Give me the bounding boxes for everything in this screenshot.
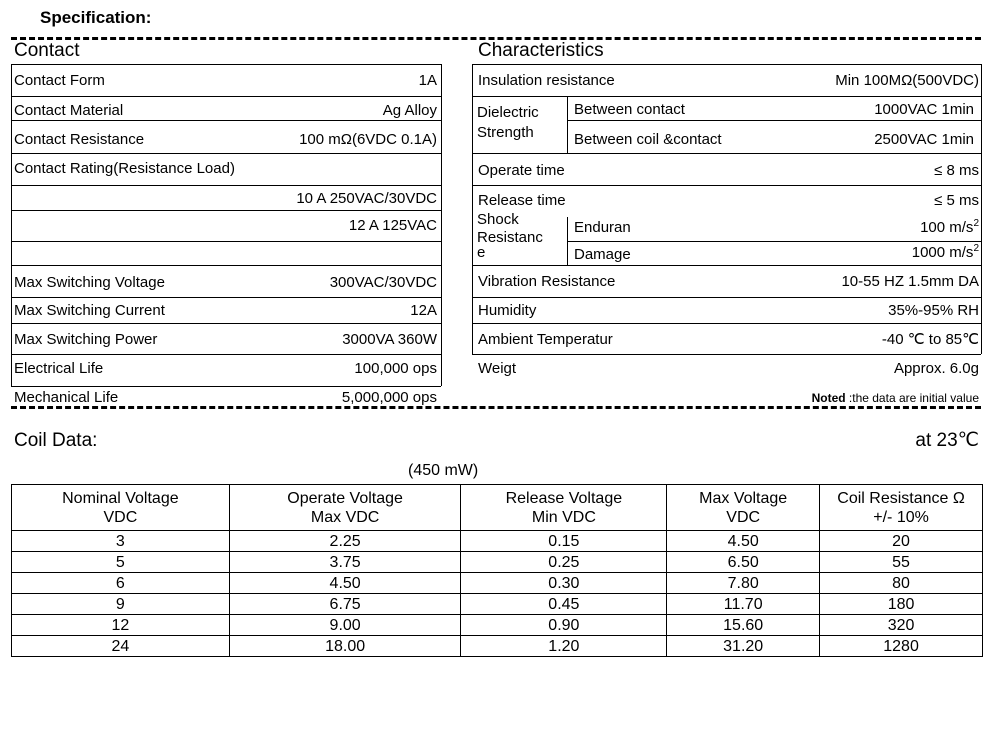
- contact-line: [11, 297, 441, 298]
- char-line: [472, 323, 981, 324]
- coil-table-row: [12, 573, 983, 594]
- operate-time-value: ≤ 8 ms: [934, 162, 979, 179]
- coil-header-cell: [229, 485, 461, 531]
- contact-row-label: Contact Resistance: [14, 131, 145, 148]
- char-line: [567, 241, 981, 242]
- humidity-value: 35%-95% RH: [888, 302, 979, 319]
- coil-header-line: VDC: [726, 508, 761, 526]
- contact-line: [11, 96, 441, 97]
- coil-table-cell: 1280: [820, 636, 983, 657]
- coil-table-cell: 4.50: [667, 531, 820, 552]
- coil-table-cell: 24: [12, 636, 230, 657]
- coil-table-cell: 0.30: [461, 573, 667, 594]
- char-line: [567, 120, 981, 121]
- contact-line: [11, 210, 441, 211]
- coil-table-cell: 6.50: [667, 552, 820, 573]
- coil-header-line: Operate Voltage: [287, 489, 403, 507]
- coil-data-table: [11, 484, 983, 657]
- contact-line: [11, 153, 441, 154]
- coil-table-cell: 31.20: [667, 636, 820, 657]
- contact-row-value: 12 A 125VAC: [348, 217, 437, 234]
- contact-row-value: 12A: [410, 302, 437, 319]
- noted-text: Noted :the data are initial value: [811, 391, 979, 405]
- contact-row-value: 1A: [418, 72, 437, 89]
- coil-header-line: +/- 10%: [873, 508, 929, 526]
- contact-row-label: Contact Material: [14, 102, 124, 119]
- vibration-label: Vibration Resistance: [478, 273, 616, 290]
- operate-time-label: Operate time: [478, 162, 565, 179]
- superscript: 2: [973, 218, 979, 229]
- contact-line: [11, 185, 441, 186]
- contact-row-label: Max Switching Voltage: [14, 274, 165, 291]
- contact-line: [11, 386, 441, 387]
- coil-table-cell: 15.60: [667, 615, 820, 636]
- coil-header-line: Max Voltage: [699, 489, 788, 507]
- contact-row-value: 3000VA 360W: [342, 331, 437, 348]
- damage-value: 1000 $m/s^2$: [911, 243, 979, 261]
- char-line: [472, 265, 981, 266]
- char-vline: [567, 96, 568, 153]
- coil-header-line: Min VDC: [531, 508, 596, 526]
- coil-table-cell: 3.75: [229, 552, 461, 573]
- contact-row-value: 100,000 ops: [354, 360, 437, 377]
- char-line: [472, 64, 981, 65]
- coil-header-line: Max VDC: [310, 508, 380, 526]
- shock-label-3: e: [477, 244, 486, 261]
- contact-line: [11, 265, 441, 266]
- shock-label-2: Resistanc: [477, 229, 543, 246]
- coil-data-title: Coil Data:: [14, 430, 98, 451]
- coil-header-line: Release Voltage: [505, 489, 623, 507]
- coil-table-row: [12, 552, 983, 573]
- contact-row-value: 300VAC/30VDC: [329, 274, 437, 291]
- coil-table-cell: 6.75: [229, 594, 461, 615]
- coil-table-cell: 3: [12, 531, 230, 552]
- damage-label: Damage: [574, 246, 631, 263]
- coil-header-line: VDC: [103, 508, 138, 526]
- contact-header: Contact: [14, 40, 80, 61]
- coil-table-cell: 18.00: [229, 636, 461, 657]
- coil-table-cell: 2.25: [229, 531, 461, 552]
- coil-table-cell: 6: [12, 573, 230, 594]
- char-vline: [567, 217, 568, 265]
- release-time-value: ≤ 5 ms: [934, 192, 979, 209]
- contact-line: [11, 120, 441, 121]
- coil-table-row: [12, 615, 983, 636]
- coil-table-cell: 9: [12, 594, 230, 615]
- contact-row-label: Mechanical Life: [14, 389, 119, 406]
- release-time-label: Release time: [478, 192, 566, 209]
- contact-vline: [441, 64, 442, 386]
- coil-header-row: [12, 485, 983, 531]
- weight-value: Approx. 6.0g: [893, 360, 979, 377]
- coil-table-row: [12, 594, 983, 615]
- coil-table-cell: 0.45: [461, 594, 667, 615]
- insulation-label: Insulation resistance: [478, 72, 615, 89]
- contact-vline: [11, 64, 12, 386]
- coil-table-cell: 0.25: [461, 552, 667, 573]
- coil-header-cell: [667, 485, 820, 531]
- coil-header-cell: [820, 485, 983, 531]
- insulation-value: Min 100MΩ(500VDC): [835, 72, 979, 89]
- between-coil-label: Between coil &contact: [574, 131, 722, 148]
- contact-row-value: 100 mΩ(6VDC 0.1A): [299, 131, 437, 148]
- between-coil-value: 2500VAC 1min: [874, 131, 974, 148]
- between-contact-label: Between contact: [574, 101, 685, 118]
- char-line: [472, 185, 981, 186]
- contact-line: [11, 64, 441, 65]
- coil-header-cell: [461, 485, 667, 531]
- coil-temperature: at 23℃: [915, 430, 979, 451]
- char-vline: [981, 64, 982, 354]
- contact-line: [11, 241, 441, 242]
- vibration-value: 10-55 HZ 1.5mm DA: [841, 273, 979, 290]
- superscript: 2: [973, 243, 979, 254]
- coil-header-line: Nominal Voltage: [62, 489, 179, 507]
- char-line: [472, 96, 981, 97]
- endurance-value: 100 $m/s^2$: [920, 218, 979, 236]
- coil-table-cell: 0.15: [461, 531, 667, 552]
- char-line: [472, 354, 981, 355]
- char-line: [472, 153, 981, 154]
- coil-header-cell: [12, 485, 230, 531]
- dielectric-label-1: Dielectric: [477, 104, 539, 121]
- contact-row-label: Contact Form: [14, 72, 105, 89]
- coil-table-cell: 20: [820, 531, 983, 552]
- coil-table-cell: 55: [820, 552, 983, 573]
- coil-table-cell: 9.00: [229, 615, 461, 636]
- shock-label-1: Shock: [477, 211, 519, 228]
- coil-header-line: Coil Resistance Ω: [837, 489, 965, 507]
- humidity-label: Humidity: [478, 302, 537, 319]
- coil-table-row: [12, 531, 983, 552]
- characteristics-header: Characteristics: [478, 40, 604, 61]
- coil-table-cell: 5: [12, 552, 230, 573]
- contact-row-label: Max Switching Current: [14, 302, 165, 319]
- char-vline: [472, 64, 473, 354]
- coil-table-cell: 320: [820, 615, 983, 636]
- endurance-label: Enduran: [574, 219, 631, 236]
- contact-row-label: Contact Rating(Resistance Load): [14, 160, 235, 177]
- contact-line: [11, 323, 441, 324]
- coil-table-cell: 7.80: [667, 573, 820, 594]
- char-line: [472, 297, 981, 298]
- coil-table-cell: 11.70: [667, 594, 820, 615]
- contact-line: [11, 354, 441, 355]
- dielectric-label-2: Strength: [477, 124, 534, 141]
- ambient-value: -40 ℃ to 85℃: [881, 331, 979, 348]
- contact-row-value: Ag Alloy: [382, 102, 437, 119]
- coil-table-cell: 12: [12, 615, 230, 636]
- between-contact-value: 1000VAC 1min: [874, 101, 974, 118]
- coil-table-cell: 180: [820, 594, 983, 615]
- coil-table-cell: 1.20: [461, 636, 667, 657]
- contact-row-value: 5,000,000 ops: [341, 389, 437, 406]
- contact-row-label: Max Switching Power: [14, 331, 158, 348]
- coil-table-cell: 80: [820, 573, 983, 594]
- coil-table-row: [12, 636, 983, 657]
- coil-table-cell: 4.50: [229, 573, 461, 594]
- contact-row-label: Electrical Life: [14, 360, 104, 377]
- contact-row-value: 10 A 250VAC/30VDC: [296, 190, 437, 207]
- coil-power: (450 mW): [408, 462, 479, 479]
- coil-table-cell: 0.90: [461, 615, 667, 636]
- spec-title: Specification:: [40, 8, 152, 27]
- weight-label: Weigt: [478, 360, 517, 377]
- ambient-label: Ambient Temperatur: [478, 331, 613, 348]
